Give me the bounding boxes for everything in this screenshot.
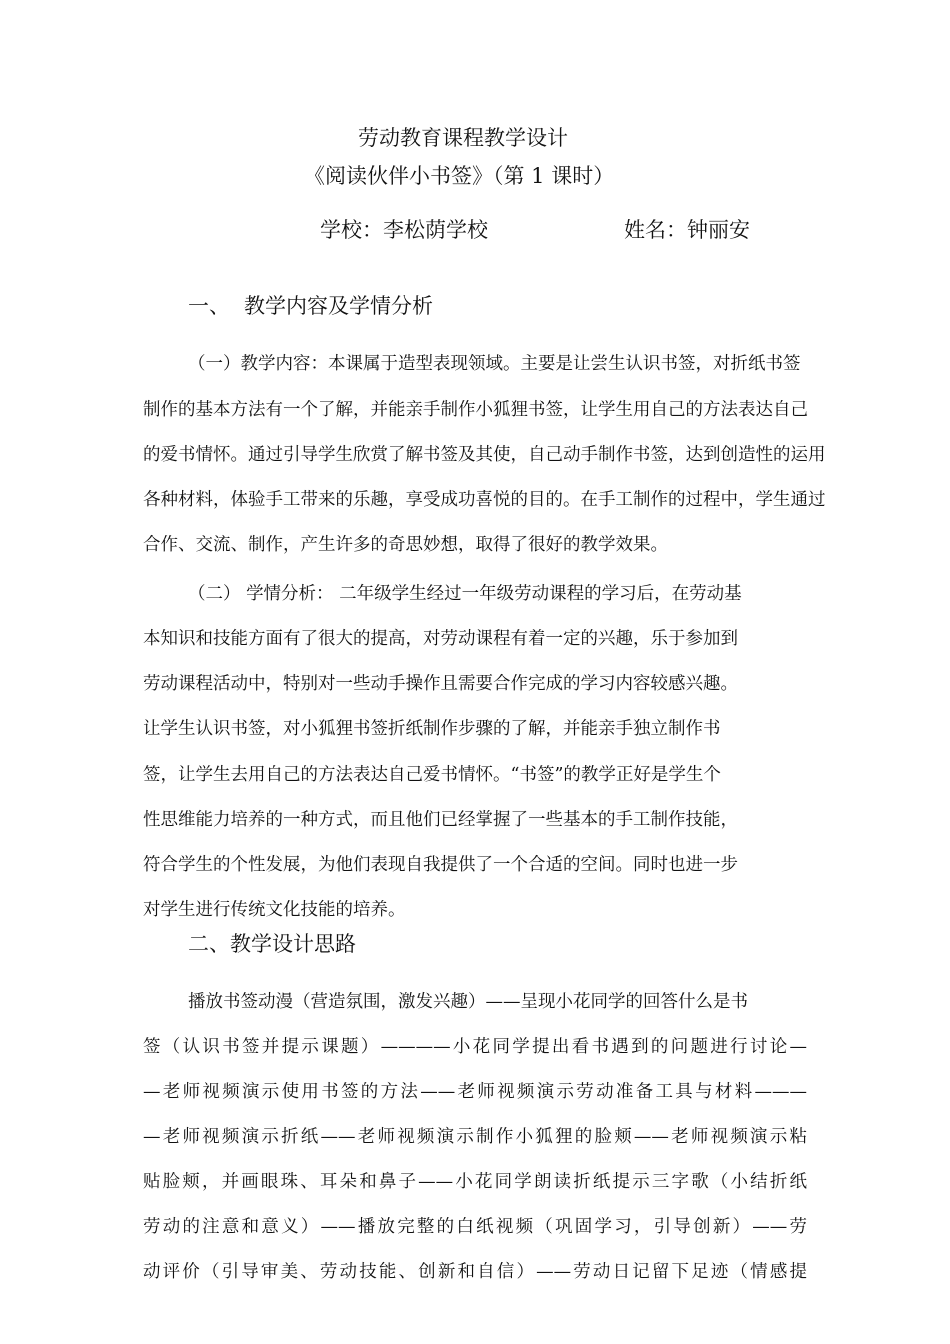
paragraph-line: 性思维能力培养的一种方式，而且他们已经掌握了一些基本的手工制作技能， <box>143 810 738 830</box>
paragraph-line: 合作、交流、制作，产生许多的奇思妙想，取得了很好的教学效果。 <box>143 535 668 555</box>
paragraph-line: 各种材料，体验手工带来的乐趣，享受成功喜悦的目的。在手工制作的过程中，学生通过 <box>143 490 826 510</box>
section1-heading-number: 一、 <box>188 294 230 318</box>
school-label: 学校：李松荫学校 <box>320 218 488 242</box>
paragraph-line: 制作的基本方法有一个了解，并能亲手制作小狐狸书签，让学生用自己的方法表达自己 <box>143 400 808 420</box>
paragraph-line: （二） 学情分析： 二年级学生经过一年级劳动课程的学习后，在劳动基 <box>188 584 742 604</box>
section2-heading: 二、教学设计思路 <box>188 932 356 956</box>
paragraph-line: 动评价（引导审美、劳动技能、创新和自信）——劳动日记留下足迹（情感提 <box>143 1262 807 1282</box>
paragraph-line: 签，让学生去用自己的方法表达自己爱书情怀。“书签”的教学正好是学生个 <box>143 765 721 785</box>
paragraph-line: 的爱书情怀。通过引导学生欣赏了解书签及其使，自己动手制作书签，达到创造性的运用 <box>143 445 826 465</box>
paragraph-line: —老师视频演示使用书签的方法——老师视频演示劳动准备工具与材料——— <box>143 1082 807 1102</box>
paragraph-line: 让学生认识书签，对小狐狸书签折纸制作步骤的了解，并能亲手独立制作书 <box>143 719 721 739</box>
paragraph-line: 签（认识书签并提示课题）————小花同学提出看书遇到的问题进行讨论— <box>143 1037 807 1057</box>
paragraph-line: （一）教学内容：本课属于造型表现领域。主要是让尝生认识书签，对折纸书签 <box>188 354 801 374</box>
section1-heading: 教学内容及学情分析 <box>244 294 433 318</box>
paragraph-line: —老师视频演示折纸——老师视频演示制作小狐狸的脸颊——老师视频演示粘 <box>143 1127 807 1147</box>
paragraph-line: 对学生进行传统文化技能的培养。 <box>143 900 406 920</box>
paragraph-line: 播放书签动漫（营造氛围，激发兴趣）——呈现小花同学的回答什么是书 <box>188 992 748 1012</box>
paragraph-line: 本知识和技能方面有了很大的提高，对劳动课程有着一定的兴趣，乐于参加到 <box>143 629 738 649</box>
paragraph-line: 符合学生的个性发展，为他们表现自我提供了一个合适的空间。同时也进一步 <box>143 855 738 875</box>
author-name-label: 姓名：钟丽安 <box>624 218 750 242</box>
doc-title: 劳动教育课程教学设计 <box>358 126 568 150</box>
paragraph-line: 劳动的注意和意义）——播放完整的白纸视频（巩固学习，引导创新）——劳 <box>143 1217 807 1237</box>
paragraph-line: 劳动课程活动中，特别对一些动手操作且需要合作完成的学习内容较感兴趣。 <box>143 674 738 694</box>
doc-subtitle: 《阅读伙伴小书签》（第 1 课时） <box>304 164 615 188</box>
paragraph-line: 贴脸颊，并画眼珠、耳朵和鼻子——小花同学朗读折纸提示三字歌（小结折纸 <box>143 1172 807 1192</box>
